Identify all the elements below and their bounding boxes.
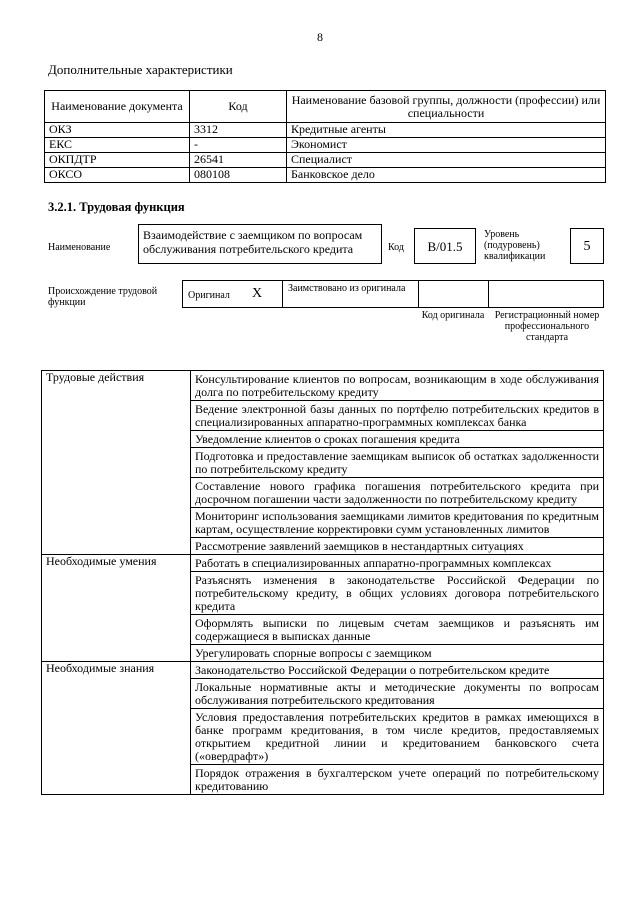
reg-number-label: Регистрационный номер профессионального стандарта: [494, 310, 600, 343]
table-row: [45, 123, 606, 138]
table-header-row: [45, 91, 606, 123]
category-cell: Необходимые умения: [42, 555, 191, 662]
detail-item: Ведение электронной базы данных по портфелю потребительских кредитов в специализированных аппаратно-программных комплексах банка: [191, 401, 604, 431]
table-cell: 080108: [190, 168, 287, 183]
borrowed-label: Заимствовано из оригинала: [288, 283, 406, 294]
detail-item: Составление нового графика погашения потребительского кредита при досрочном погашении части задолженности по потребительскому кредиту: [191, 478, 604, 508]
detail-item: Рассмотрение заявлений заемщиков в нестандартных ситуациях: [191, 538, 604, 555]
table-row: [45, 153, 606, 168]
divider: [282, 280, 283, 308]
table-cell: ОКПДТР: [45, 153, 190, 168]
detail-item: Подготовка и предоставление заемщикам выписок об остатках задолженности по потребительскому кредиту: [191, 448, 604, 478]
detail-item: Локальные нормативные акты и методические документы по вопросам обслуживания потребительского кредитования: [191, 679, 604, 709]
divider: [488, 280, 489, 308]
table-cell: 3312: [190, 123, 287, 138]
table-cell: Кредитные агенты: [287, 123, 606, 138]
detail-item: Урегулировать спорные вопросы с заемщиком: [191, 645, 604, 662]
header-cell: Код: [190, 91, 287, 123]
table-cell: Банковское дело: [287, 168, 606, 183]
table-cell: ОКСО: [45, 168, 190, 183]
detail-item: Уведомление клиентов о сроках погашения кредита: [191, 431, 604, 448]
detail-item: Оформлять выписки по лицевым счетам заемщиков и разъяснять им содержащиеся в выписках данные: [191, 615, 604, 645]
table-row: [42, 555, 604, 572]
section-title: Дополнительные характеристики: [48, 62, 233, 77]
origin-label: Происхождение трудовой функции: [48, 286, 158, 308]
detail-item: Условия предоставления потребительских кредитов в рамках имеющихся в банке программ кредитования, в том числе кредитов, предоставляемых открытием кредитной линии и кредитованием банковского счета («овердрафт»): [191, 709, 604, 765]
original-mark: X: [252, 286, 263, 301]
table-row: [45, 168, 606, 183]
table-row: [45, 138, 606, 153]
category-cell: Необходимые знания: [42, 662, 191, 795]
detail-item: Работать в специализированных аппаратно-программных комплексах: [191, 555, 604, 572]
detail-item: Законодательство Российской Федерации о потребительском кредите: [191, 662, 604, 679]
header-cell: Наименование документа: [45, 91, 190, 123]
name-label: Наименование: [48, 242, 111, 253]
table-cell: ЕКС: [45, 138, 190, 153]
function-heading: 3.2.1. Трудовая функция: [48, 200, 185, 214]
detail-item: Порядок отражения в бухгалтерском учете операций по потребительскому кредитованию: [191, 765, 604, 795]
divider: [418, 280, 419, 308]
table-cell: 26541: [190, 153, 287, 168]
table-cell: ОКЗ: [45, 123, 190, 138]
function-code-box: В/01.5: [414, 228, 476, 264]
detail-item: Консультирование клиентов по вопросам, возникающим в ходе обслуживания долга по потребительскому кредиту: [191, 371, 604, 401]
code-label: Код: [388, 242, 404, 253]
function-name-box: Взаимодействие с заемщиком по вопросам обслуживания потребительского кредита: [138, 224, 382, 264]
category-cell: Трудовые действия: [42, 371, 191, 555]
labor-function-details-table: [41, 370, 604, 795]
original-label: Оригинал: [188, 290, 230, 301]
level-label: Уровень (подуровень) квалификации: [484, 229, 546, 262]
page-number: 8: [317, 30, 323, 44]
additional-characteristics-table: [44, 90, 606, 183]
table-row: [42, 371, 604, 401]
header-cell: Наименование базовой группы, должности (профессии) или специальности: [287, 91, 606, 123]
table-cell: -: [190, 138, 287, 153]
table-row: [42, 662, 604, 679]
detail-item: Разъяснять изменения в законодательстве Российской Федерации по потребительскому кредиту, в общих условиях договора потребительского кредита: [191, 572, 604, 615]
detail-item: Мониторинг использования заемщиками лимитов кредитования по кредитным картам, осуществление корректировки сумм установленных лимитов: [191, 508, 604, 538]
table-cell: Специалист: [287, 153, 606, 168]
level-box: 5: [570, 228, 604, 264]
table-cell: Экономист: [287, 138, 606, 153]
code-original-label: Код оригинала: [421, 310, 485, 321]
